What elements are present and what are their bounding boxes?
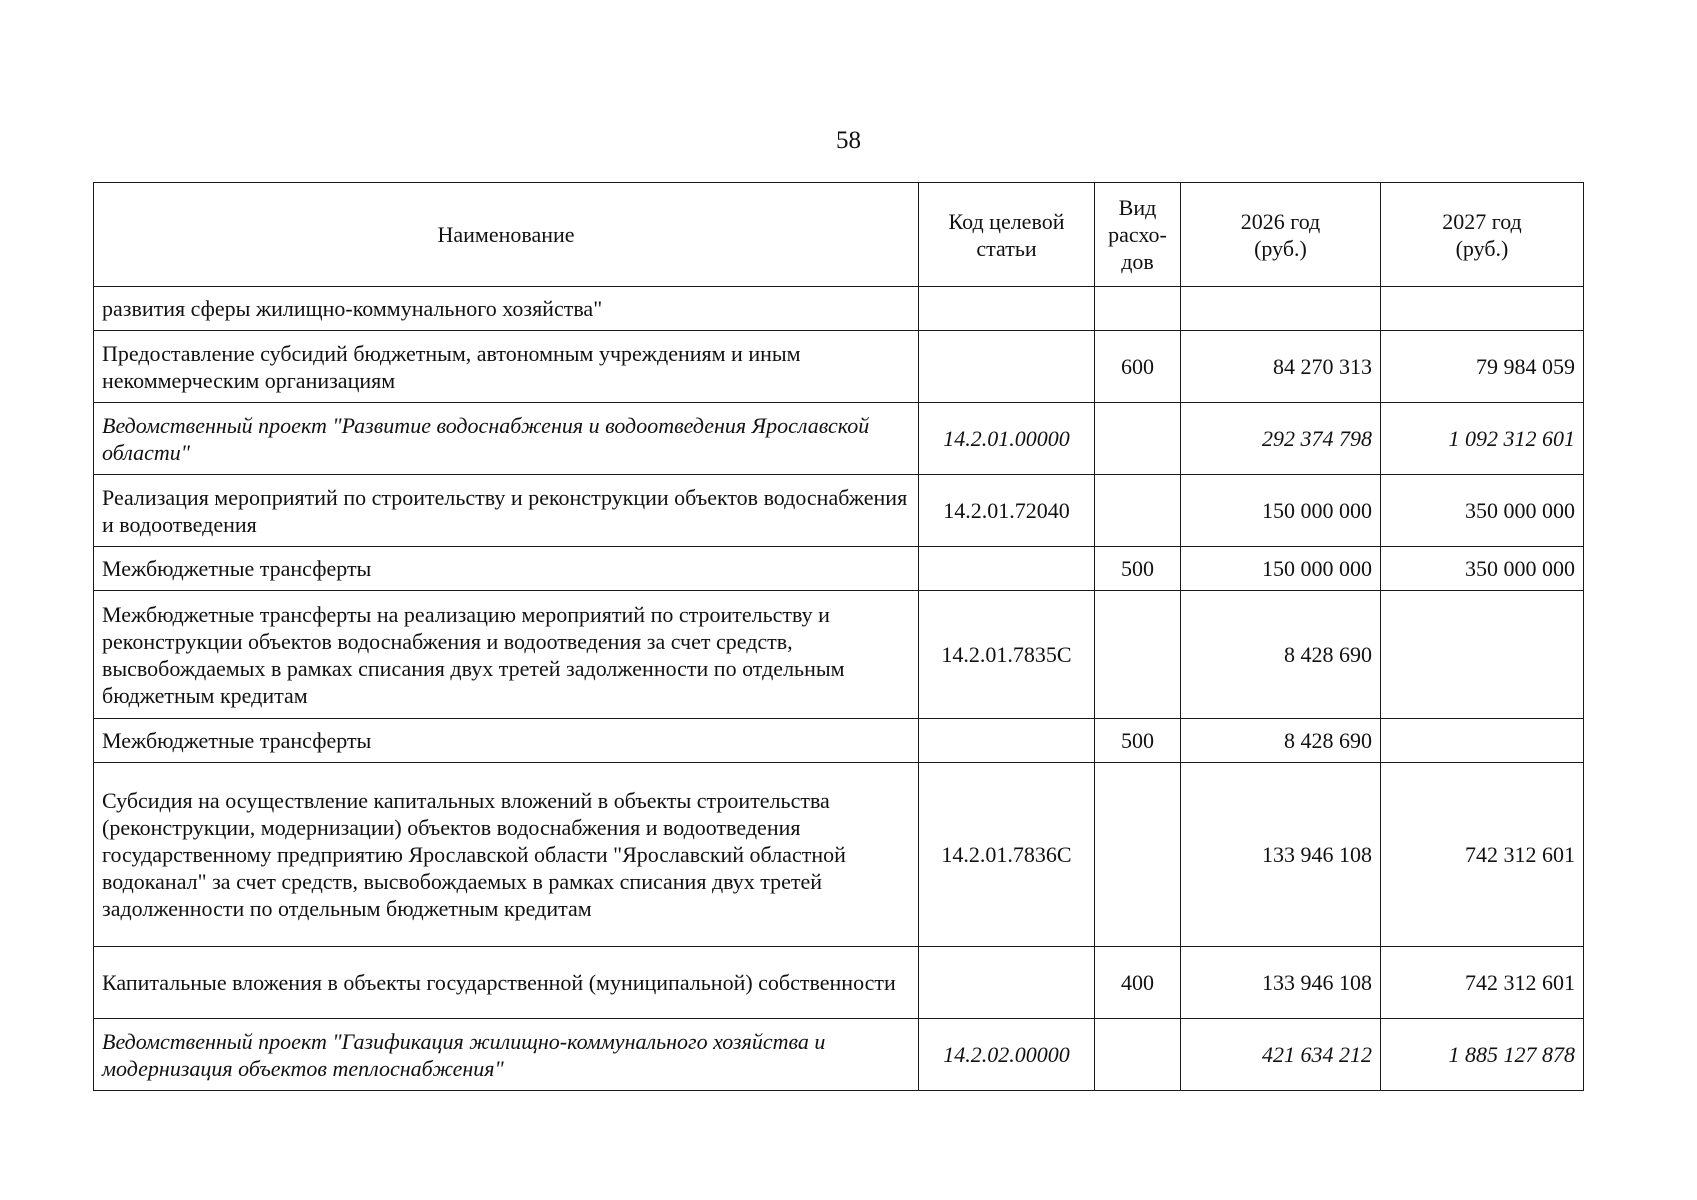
table-row [94, 947, 1584, 1019]
cell-year-2027: 79 984 059 [1381, 331, 1584, 403]
cell-year-2026: 8 428 690 [1181, 591, 1381, 719]
cell-year-2027 [1381, 287, 1584, 331]
header-year-2026: 2026 год (руб.) [1181, 183, 1381, 287]
cell-name: Реализация мероприятий по строительству и реконструкции объектов водоснабжения и водоотведения [94, 475, 919, 547]
cell-vid [1095, 403, 1181, 475]
cell-year-2027: 742 312 601 [1381, 947, 1584, 1019]
page-number: 58 [836, 127, 861, 154]
cell-year-2026: 150 000 000 [1181, 547, 1381, 591]
table-header-row [94, 183, 1584, 287]
cell-year-2026 [1181, 287, 1381, 331]
cell-code [919, 947, 1095, 1019]
cell-name: Межбюджетные трансферты [94, 719, 919, 763]
cell-year-2027: 742 312 601 [1381, 763, 1584, 947]
cell-vid: 500 [1095, 719, 1181, 763]
cell-name: Капитальные вложения в объекты государственной (муниципальной) собственности [94, 947, 919, 1019]
table-body [94, 287, 1584, 1091]
cell-year-2026: 133 946 108 [1181, 763, 1381, 947]
cell-name: Субсидия на осуществление капитальных вложений в объекты строительства (реконструкции, модернизации) объектов водоснабжения и водоотведения государственному предприятию Ярославской области "Ярославский областной водоканал" за счет средств, высвобождаемых в рамках списания двух третей задолженности по отдельным бюджетным кредитам [94, 763, 919, 947]
cell-vid: 400 [1095, 947, 1181, 1019]
cell-vid [1095, 1019, 1181, 1091]
cell-year-2026: 150 000 000 [1181, 475, 1381, 547]
header-vid: Вид расхо- дов [1095, 183, 1181, 287]
cell-year-2027 [1381, 719, 1584, 763]
cell-code [919, 547, 1095, 591]
budget-table [93, 182, 1584, 1091]
cell-year-2027: 1 885 127 878 [1381, 1019, 1584, 1091]
cell-year-2027: 350 000 000 [1381, 547, 1584, 591]
cell-year-2027 [1381, 591, 1584, 719]
header-year-2027: 2027 год (руб.) [1381, 183, 1584, 287]
cell-vid [1095, 591, 1181, 719]
table-row [94, 763, 1584, 947]
table-row [94, 403, 1584, 475]
table-row [94, 287, 1584, 331]
cell-year-2027: 350 000 000 [1381, 475, 1584, 547]
cell-name: Межбюджетные трансферты [94, 547, 919, 591]
cell-year-2026: 421 634 212 [1181, 1019, 1381, 1091]
cell-year-2026: 133 946 108 [1181, 947, 1381, 1019]
cell-code: 14.2.01.72040 [919, 475, 1095, 547]
header-name: Наименование [94, 183, 919, 287]
header-code: Код целевой статьи [919, 183, 1095, 287]
table-row [94, 331, 1584, 403]
cell-year-2026: 84 270 313 [1181, 331, 1381, 403]
cell-year-2026: 292 374 798 [1181, 403, 1381, 475]
cell-vid: 600 [1095, 331, 1181, 403]
cell-code [919, 287, 1095, 331]
cell-name: Предоставление субсидий бюджетным, автономным учреждениям и иным некоммерческим организациям [94, 331, 919, 403]
table-row [94, 1019, 1584, 1091]
table-row [94, 475, 1584, 547]
cell-year-2027: 1 092 312 601 [1381, 403, 1584, 475]
cell-vid [1095, 763, 1181, 947]
cell-vid: 500 [1095, 547, 1181, 591]
cell-name: Ведомственный проект "Газификация жилищно-коммунального хозяйства и модернизация объектов теплоснабжения" [94, 1019, 919, 1091]
cell-code: 14.2.01.7835С [919, 591, 1095, 719]
cell-name: Ведомственный проект "Развитие водоснабжения и водоотведения Ярославской области" [94, 403, 919, 475]
cell-code: 14.2.01.00000 [919, 403, 1095, 475]
table-row [94, 547, 1584, 591]
cell-vid [1095, 475, 1181, 547]
table-row [94, 719, 1584, 763]
table-row [94, 591, 1584, 719]
cell-name: развития сферы жилищно-коммунального хозяйства" [94, 287, 919, 331]
cell-code [919, 719, 1095, 763]
cell-code: 14.2.02.00000 [919, 1019, 1095, 1091]
cell-name: Межбюджетные трансферты на реализацию мероприятий по строительству и реконструкции объектов водоснабжения и водоотведения за счет средств, высвобождаемых в рамках списания двух третей задолженности по отдельным бюджетным кредитам [94, 591, 919, 719]
cell-year-2026: 8 428 690 [1181, 719, 1381, 763]
cell-code [919, 331, 1095, 403]
cell-code: 14.2.01.7836С [919, 763, 1095, 947]
cell-vid [1095, 287, 1181, 331]
